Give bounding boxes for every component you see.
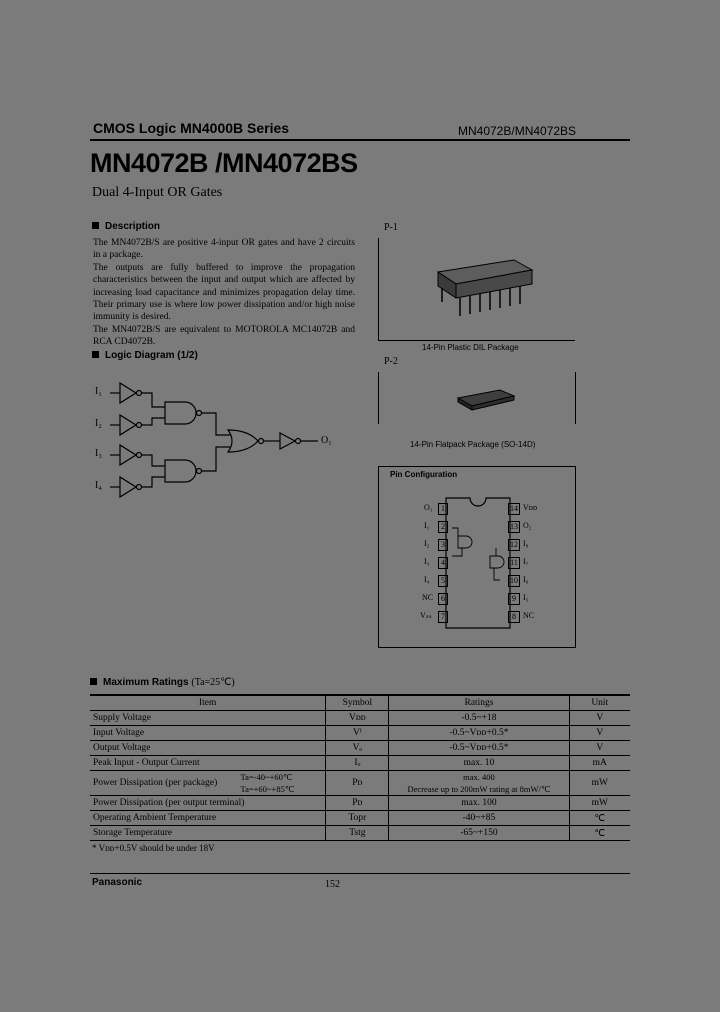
input-label-i1: I₁ [95, 386, 102, 397]
ratings-condition: (Ta=25℃) [191, 677, 235, 688]
pin-number: 8 [508, 611, 520, 623]
col-header-symbol: Symbol [326, 695, 389, 711]
rating-line: max. 400 [463, 772, 495, 782]
table-row [90, 811, 630, 826]
pin-number: 5 [438, 575, 448, 587]
cell-item: Storage Temperature [90, 826, 326, 841]
cell-symbol: Pᴅ [326, 796, 389, 811]
pin-name: I₂ [424, 539, 430, 548]
cell-symbol: Vᴅᴅ [326, 711, 389, 726]
nand-gate [165, 402, 196, 424]
nor-gate [228, 430, 258, 452]
ratings-heading [90, 677, 235, 688]
page-number: 152 [325, 879, 340, 890]
footer-rule [90, 873, 630, 874]
pin-name: I₁ [424, 521, 430, 530]
cell-unit: ℃ [569, 811, 630, 826]
table-row [90, 771, 630, 796]
description-paragraph: The MN4072B/S are positive 4-input OR gates and have 2 circuits in a package. [93, 238, 355, 261]
pin-name: NC [422, 593, 434, 602]
output-buffer [280, 433, 295, 449]
cell-symbol: Vₒ [326, 741, 389, 756]
col-header-item: Item [90, 695, 326, 711]
table-row [90, 726, 630, 741]
condition-line: Ta=+60~+85℃ [240, 784, 295, 794]
flatpack-package-image [454, 386, 518, 414]
nand-gate [165, 460, 196, 482]
cell-rating: -0.5~+18 [389, 711, 569, 726]
input-buffer [120, 383, 142, 403]
input-buffer [120, 415, 142, 435]
package-p2-caption: 14-Pin Flatpack Package (SO-14D) [410, 440, 536, 449]
pin-number: 1 [438, 503, 448, 515]
cell-unit: V [569, 726, 630, 741]
ratings-footnote: * Vᴅᴅ+0.5V should be under 18V [92, 843, 215, 853]
pin-number: 11 [508, 557, 520, 569]
pin-name: I₅ [523, 593, 529, 602]
pin-config-heading: Pin Configuration [390, 470, 458, 479]
input-buffer [120, 477, 142, 497]
section-bullet-icon [90, 678, 97, 685]
cell-item: Input Voltage [90, 726, 326, 741]
input-buffer [120, 445, 142, 465]
cell-item: Peak Input - Output Current [90, 756, 326, 771]
brand-logo: Panasonic [92, 877, 143, 888]
pin-name: I₈ [523, 539, 529, 548]
cell-item-conditions [237, 771, 325, 796]
logic-diagram-heading-text: Logic Diagram (1/2) [105, 350, 198, 361]
series-title: CMOS Logic MN4000B Series [93, 120, 290, 136]
pin-number: 3 [438, 539, 448, 551]
pin-number: 13 [510, 522, 518, 531]
description-paragraph: The MN4072B/S are equivalent to MOTOROLA MC14072B and RCA CD4072B. [93, 324, 355, 348]
page-subtitle: Dual 4-Input OR Gates [92, 185, 223, 200]
table-row [90, 756, 630, 771]
input-label-i2: I₂ [95, 418, 102, 429]
pin-name: Vₛₛ [420, 611, 432, 620]
rating-line: Decrease up to 200mW rating at 8mW/℃ [407, 784, 551, 794]
pin-number: 7 [438, 611, 448, 623]
pin-name: NC [523, 611, 535, 620]
cell-symbol: Vᴵ [326, 726, 389, 741]
header-rule [90, 139, 630, 141]
cell-rating: -0.5~Vᴅᴅ+0.5* [389, 741, 569, 756]
cell-symbol: Tstg [326, 826, 389, 841]
cell-unit: mA [569, 756, 630, 771]
section-bullet-icon [92, 351, 99, 358]
pin-name: I₇ [523, 557, 529, 566]
pin-number: 2 [438, 521, 448, 533]
cell-rating: max. 10 [389, 756, 569, 771]
section-bullet-icon [92, 222, 99, 229]
cell-unit: V [569, 741, 630, 756]
col-header-ratings: Ratings [389, 695, 569, 711]
cell-symbol: Pᴅ [326, 771, 389, 796]
cell-symbol: Topr [326, 811, 389, 826]
pin-number: 6 [438, 593, 448, 605]
col-header-unit: Unit [569, 695, 630, 711]
pin-name: O₁ [424, 503, 433, 512]
package-p1-label: P-1 [384, 222, 398, 233]
cell-symbol: Iₒ [326, 756, 389, 771]
cell-item: Output Voltage [90, 741, 326, 756]
table-row [90, 741, 630, 756]
input-label-i3: I₃ [95, 448, 102, 459]
pin-number: 14 [510, 504, 518, 513]
table-row [90, 711, 630, 726]
cell-rating: max. 100 [389, 796, 569, 811]
pin-name: O₂ [523, 521, 532, 530]
ratings-table [90, 694, 630, 841]
cell-rating: -40~+85 [389, 811, 569, 826]
pin-number: 9 [508, 593, 520, 605]
cell-item: Power Dissipation (per output terminal) [90, 796, 326, 811]
description-heading-text: Description [105, 221, 161, 232]
part-number-header: MN4072B/MN4072BS [458, 124, 577, 138]
cell-rating: -65~+150 [389, 826, 569, 841]
input-label-i4: I₄ [95, 480, 102, 491]
description-text [93, 237, 355, 349]
dip-package-image [432, 258, 536, 320]
table-header-row [90, 695, 630, 711]
cell-item: Power Dissipation (per package) [90, 771, 237, 796]
logic-diagram-heading [92, 350, 198, 361]
cell-unit: ℃ [569, 826, 630, 841]
pin-number: 4 [438, 557, 448, 569]
logic-diagram [90, 380, 350, 510]
pin-name: I₄ [424, 575, 430, 584]
package-p1-caption: 14-Pin Plastic DIL Package [422, 343, 519, 352]
package-p2-label: P-2 [384, 356, 398, 367]
output-label-o1: O₁ [321, 435, 332, 446]
pin-number: 10 [510, 576, 518, 585]
cell-unit: mW [569, 796, 630, 811]
table-row [90, 796, 630, 811]
cell-unit: mW [569, 771, 630, 796]
cell-rating [389, 771, 569, 796]
cell-rating: -0.5~Vᴅᴅ+0.5* [389, 726, 569, 741]
table-row [90, 826, 630, 841]
ratings-heading-text: Maximum Ratings [103, 677, 189, 688]
description-heading [92, 221, 160, 232]
pin-number: 12 [510, 540, 518, 549]
pin-name: I₃ [424, 557, 430, 566]
cell-item: Supply Voltage [90, 711, 326, 726]
cell-item: Operating Ambient Temperature [90, 811, 326, 826]
page-title: MN4072B /MN4072BS [90, 148, 358, 178]
pin-name: Vᴅᴅ [523, 503, 538, 512]
description-paragraph: The outputs are fully buffered to improve the propagation characteristics between the input and output which are affected by increasing load capacitance and minimizes propagation delay time. Their primary use is where low power dissipation and/or high noise immunity is desired. [93, 262, 355, 323]
cell-unit: V [569, 711, 630, 726]
pin-name: I₆ [523, 575, 529, 584]
condition-line: Ta=-40~+60℃ [240, 772, 293, 782]
